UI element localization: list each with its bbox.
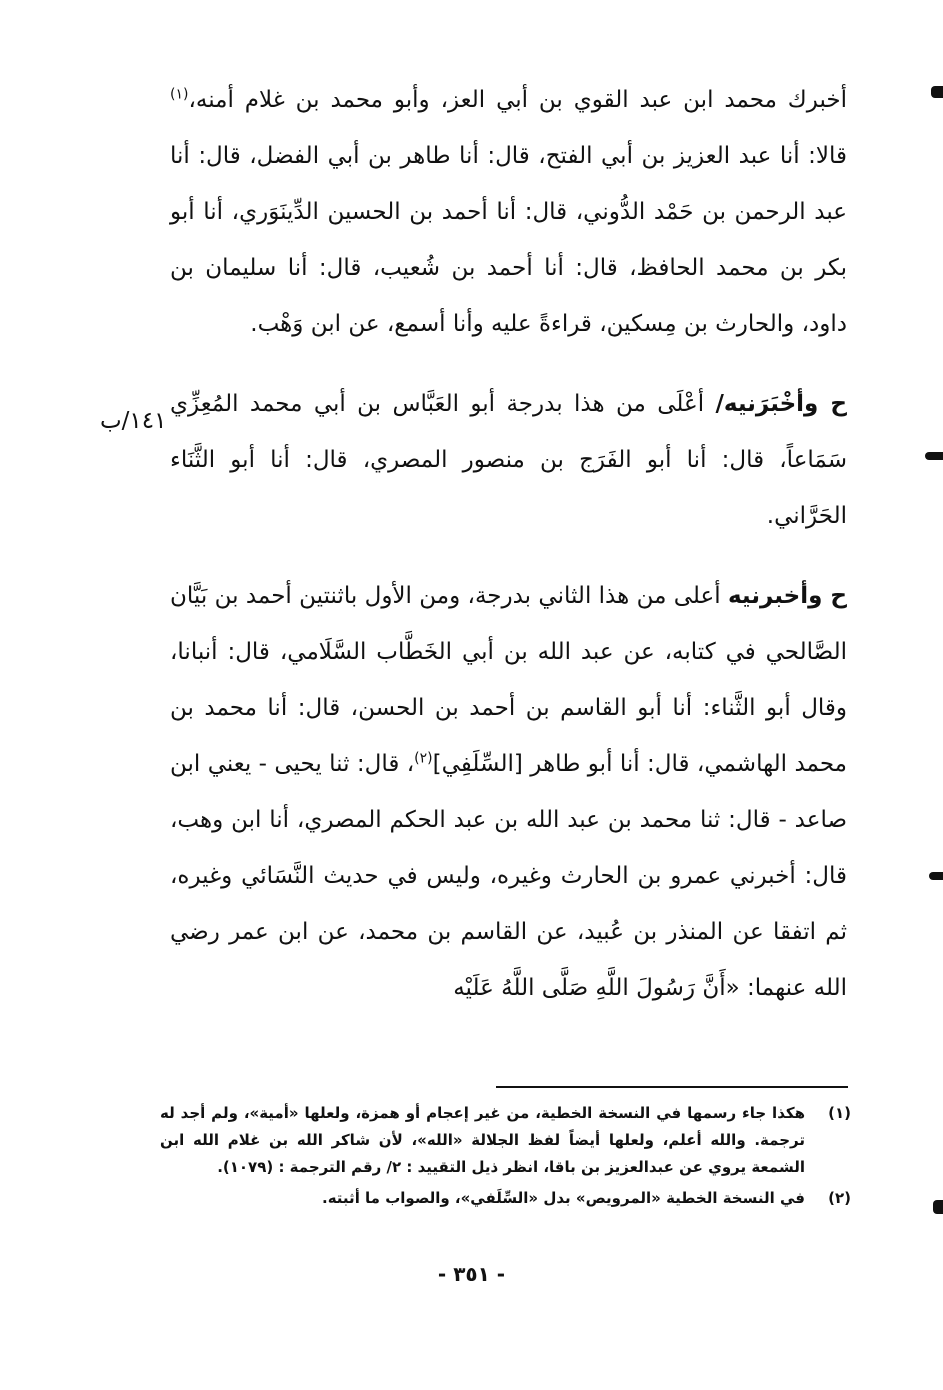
main-text [170,72,847,1016]
footnote-number: (١) [828,1104,851,1122]
scan-edge-mark [925,452,943,460]
footnote-text: هكذا جاء رسمها في النسخة الخطية، من غير إعجام أو همزة، ولعلها «أمية»، ولم أجد له ترجمة. والله أعلم، ولعلها أيضاً لفظ الجلالة «الله»، لأن شاكر الله بن غلام الله ابن الشمعة يروي عن عبدالعزيز بن باقا، انظر ذيل التقييد : ٢/ رقم الترجمة : (١٠٧٩). [160,1104,805,1176]
footnote-divider [496,1086,848,1088]
paragraph-2 [170,376,847,544]
tahwil-marker: ح وأخبرنيه [727,583,848,609]
text-line: المصري، أنا ابن وهب، قال: أخبرني عمرو بن الحارث وغيره، وليس في [170,807,847,889]
text-line: حديث النَّسَائي وغيره، ثم اتفقا عن المنذر بن عُبيد، عن القاسم بن [170,863,847,945]
footnote-number: (٢) [828,1189,851,1207]
text-line: قال: أنبانا، وقال أبو الثَّناء: أنا أبو القاسم بن أحمد بن الحسن، قال: [170,639,848,721]
text-line: قالا: أنا عبد العزيز بن أبي الفتح، قال: أنا طاهر بن أبي الفضل، قال: [198,143,848,169]
text-line: أنا أبو بكر بن محمد الحافظ، قال: أنا أحمد بن شُعيب، قال: أنا [170,199,848,281]
footnote-ref-1: (١) [170,86,189,103]
footnotes [160,1100,851,1212]
text-line: أنا محمد بن محمد الهاشمي، قال: أنا أبو طاهر [السِّلَفِي] [170,695,847,777]
manuscript-folio-marker: ١٤١/ب [100,408,167,434]
scan-edge-mark [929,872,943,880]
text-line: أعلى من هذا الثاني بدرجة، ومن الأول باثنتين أحمد [245,583,721,609]
page-number: - ٣٥١ - [437,1262,506,1286]
scan-edge-mark [931,86,943,98]
footnote-text: في النسخة الخطية «المرويص» بدل «السِّلَفي»، والصواب ما أثبته. [322,1189,805,1207]
text-line: أنا عبد الرحمن بن حَمْد الدُّوني، قال: أنا أحمد بن الحسين الدِّينَوَري، [170,143,847,225]
paragraph-1 [170,72,847,352]
text-line: وَهْب. [250,311,304,337]
text-line: محمد، عن ابن عمر رضي الله عنهما: «أَنَّ رَسُولَ اللَّهِ صَلَّى اللَّهُ عَلَيْه [170,919,847,1001]
footnote-ref-2: (٢) [414,750,433,767]
paragraph-3 [170,568,847,1016]
text-line: أعْلَى من هذا بدرجة أبو العَبَّاس بن أبي محمد [249,391,705,417]
footnote-2 [160,1185,851,1212]
text-line: يحيى - يعني ابن صاعد - قال: ثنا محمد بن عبد الله بن عبد الحكم [170,751,847,833]
footnote-1 [160,1100,851,1181]
scan-edge-mark [933,1200,943,1214]
text-line: الثَّنَاء الحَرَّاني. [170,447,847,529]
text-line: بن بَيَّان الصَّالحي في كتابه، عن عبد الله بن أبي الخَطَّاب السَّلَامي، [170,583,848,665]
text-line: سليمان بن داود، والحارث بن مِسكين، قراءةً عليه وأنا أسمع، عن ابن [170,255,847,337]
tahwil-marker: ح وأخْبَرَنيه/ [715,391,848,417]
text-line: ، قال: ثنا [329,751,415,777]
text-line: المُعِزِّي سَمَاعاً، قال: أنا أبو الفَرَج بن منصور المصري، قال: أنا أبو [170,391,847,473]
text-line: أخبرك محمد ابن عبد القوي بن أبي العز، وأبو محمد بن غلام أمنه، [188,87,847,113]
